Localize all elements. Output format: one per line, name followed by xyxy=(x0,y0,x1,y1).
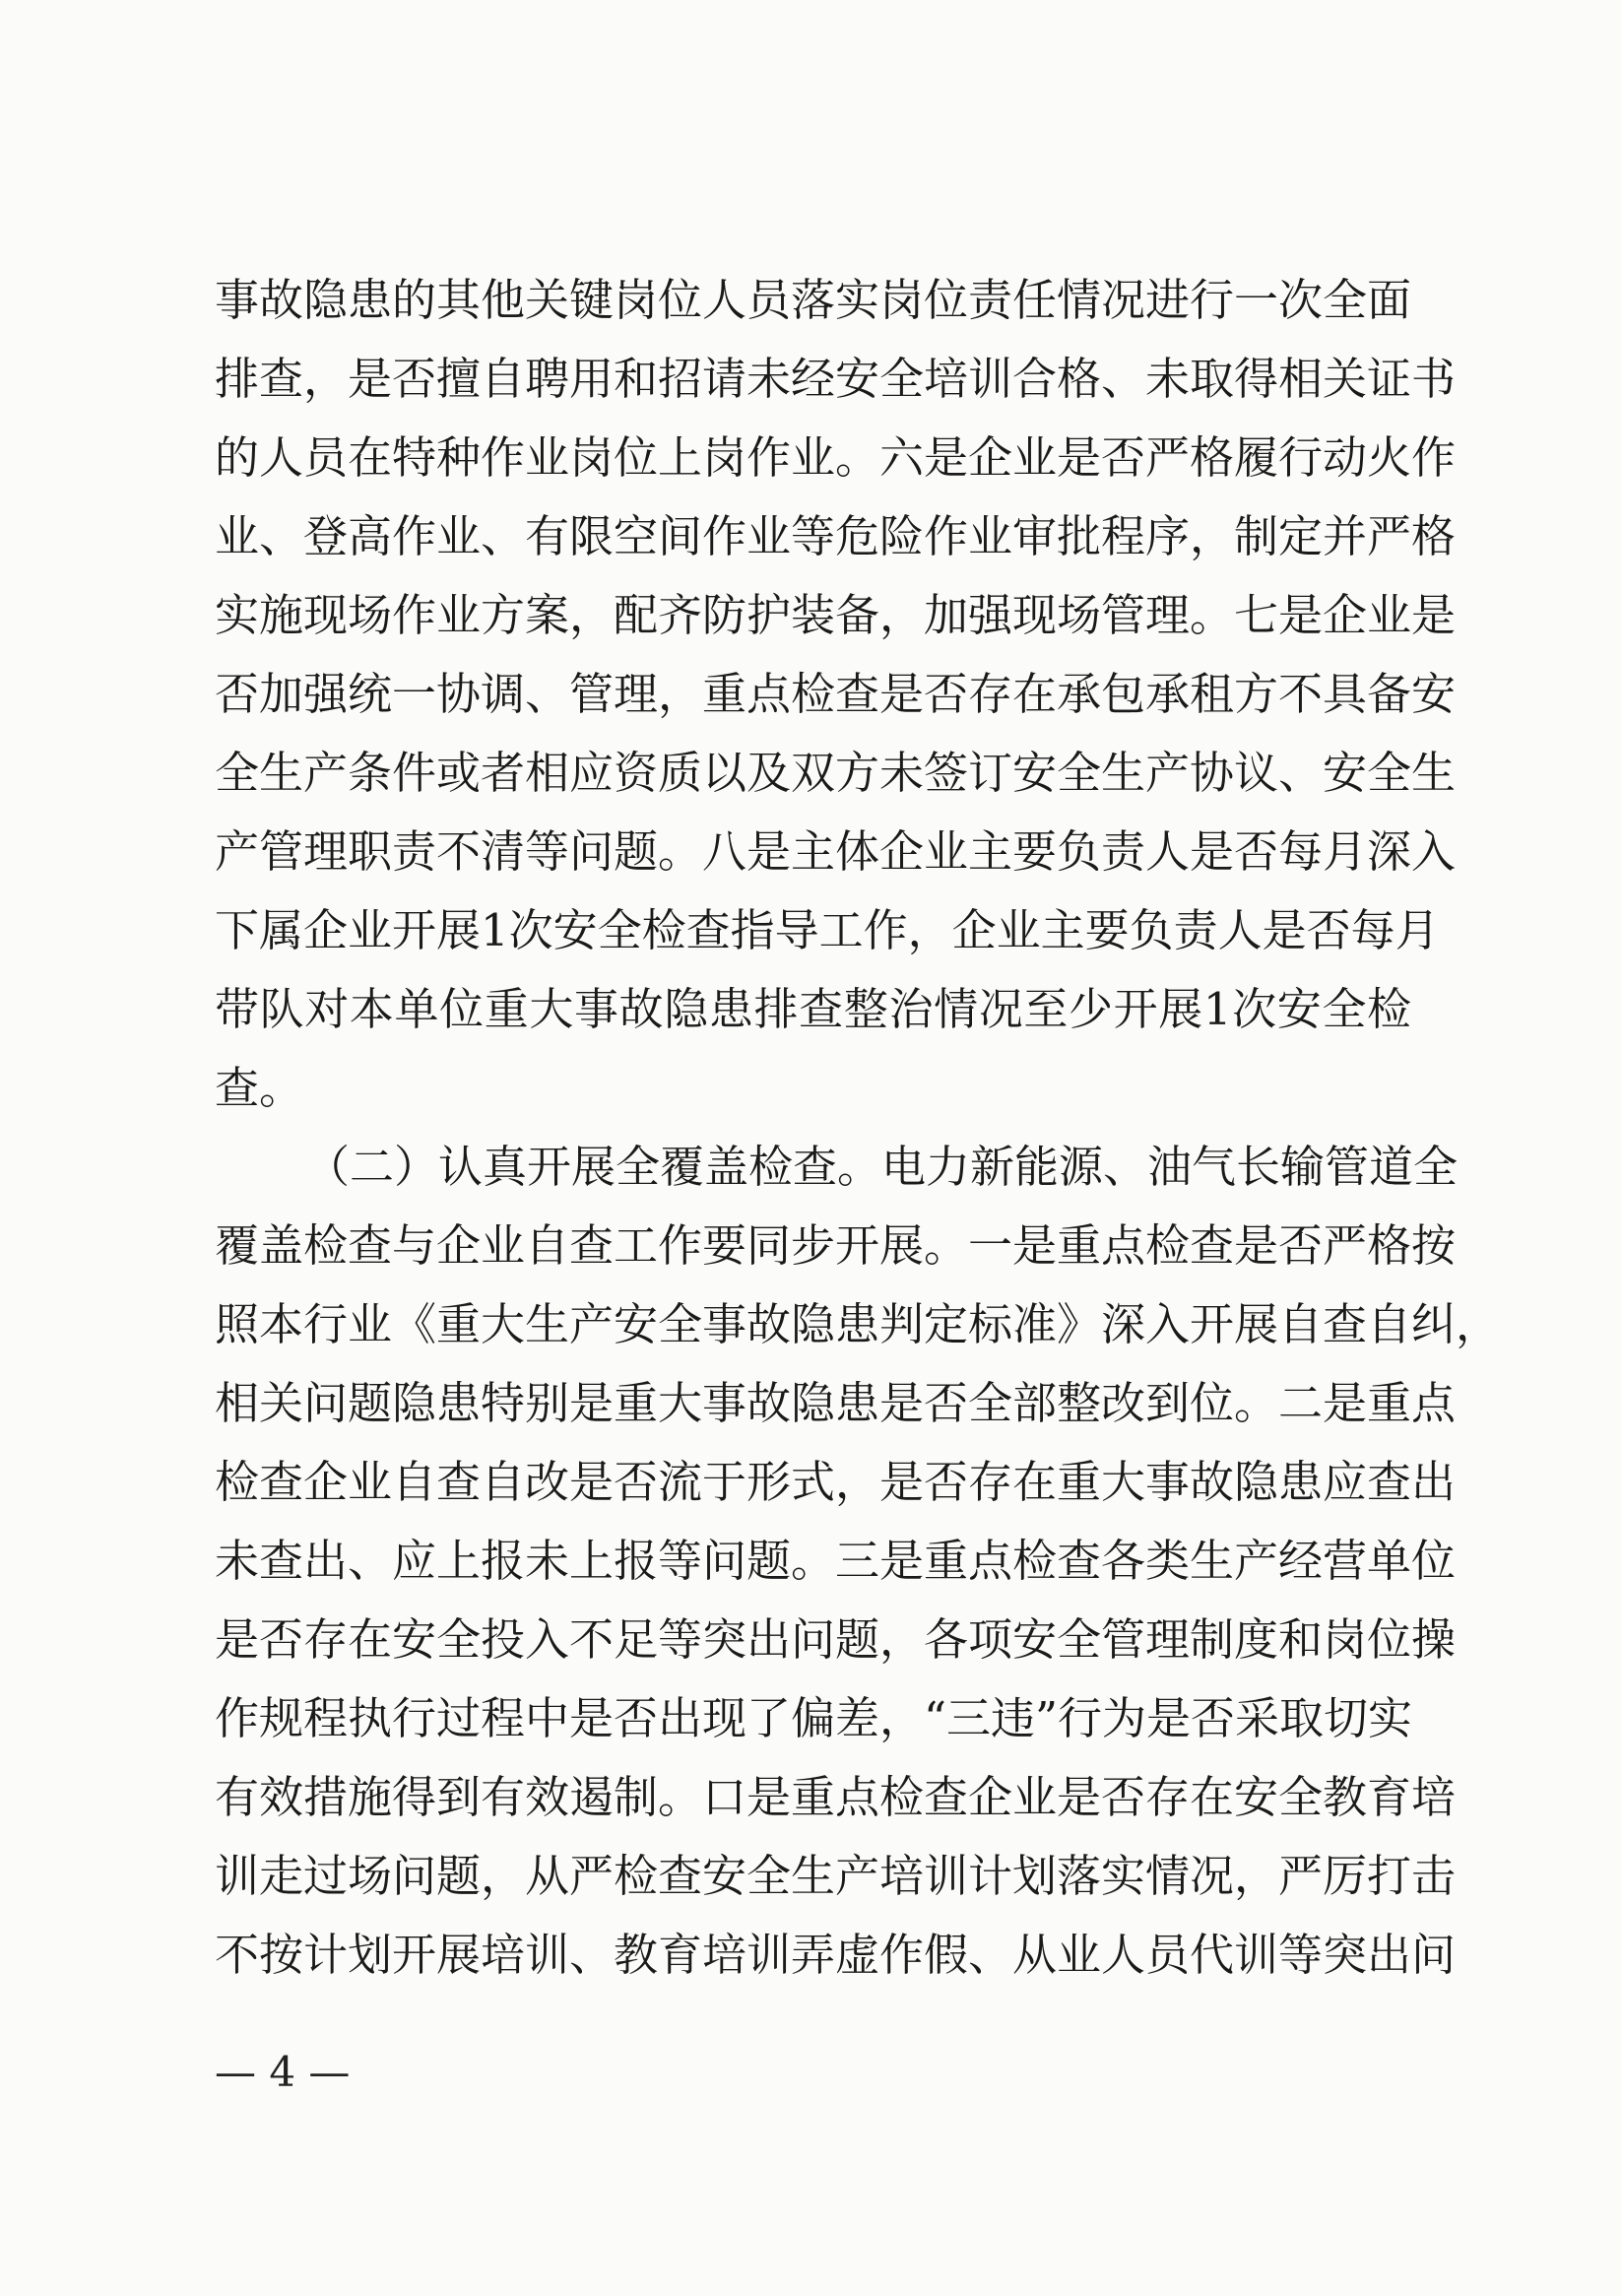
page-number: — 4 — xyxy=(215,2048,351,2096)
section-heading-line: （二）认真开展全覆盖检查。电力新能源、油气长输管道全 xyxy=(305,1141,1459,1193)
text-line: 检查企业自查自改是否流于形式，是否存在重大事故隐患应查出 xyxy=(215,1456,1457,1508)
text-line: 有效措施得到有效遏制。口是重点检查企业是否存在安全教育培 xyxy=(215,1771,1457,1823)
text-line: 产管理职责不清等问题。八是主体企业主要负责人是否每月深入 xyxy=(215,825,1457,878)
text-line: 训走过场问题，从严检查安全生产培训计划落实情况，严厉打击 xyxy=(215,1850,1457,1902)
text-line: 实施现场作业方案，配齐防护装备，加强现场管理。七是企业是 xyxy=(215,589,1457,641)
text-line: 相关问题隐患特别是重大事故隐患是否全部整改到位。二是重点 xyxy=(215,1377,1457,1429)
text-line: 业、登高作业、有限空间作业等危险作业审批程序，制定并严格 xyxy=(215,510,1457,562)
text-line: 不按计划开展培训、教育培训弄虚作假、从业人员代训等突出问 xyxy=(215,1929,1457,1981)
text-line: 带队对本单位重大事故隐患排查整治情况至少开展1次安全检 xyxy=(215,983,1411,1035)
text-line: 未查出、应上报未上报等问题。三是重点检查各类生产经营单位 xyxy=(215,1535,1457,1587)
paragraph-2 xyxy=(215,1128,1501,1995)
text-line: 查。 xyxy=(215,1062,304,1114)
text-line: 下属企业开展1次安全检查指导工作，企业主要负责人是否每月 xyxy=(215,904,1440,956)
text-line: 覆盖检查与企业自查工作要同步开展。一是重点检查是否严格按 xyxy=(215,1219,1457,1272)
text-line: 作规程执行过程中是否出现了偏差，“三违”行为是否采取切实 xyxy=(215,1692,1413,1744)
body-text xyxy=(215,261,1501,1995)
paragraph-1 xyxy=(215,261,1457,1128)
text-line: 事故隐患的其他关键岗位人员落实岗位责任情况进行一次全面 xyxy=(215,274,1412,326)
text-line: 排查，是否擅自聘用和招请未经安全培训合格、未取得相关证书 xyxy=(215,353,1457,405)
text-line: 照本行业《重大生产安全事故隐患判定标准》深入开展自查自纠， xyxy=(215,1298,1501,1350)
text-line: 全生产条件或者相应资质以及双方未签订安全生产协议、安全生 xyxy=(215,747,1457,799)
text-line: 否加强统一协调、管理，重点检查是否存在承包承租方不具备安 xyxy=(215,668,1457,720)
text-line: 是否存在安全投入不足等突出问题，各项安全管理制度和岗位操 xyxy=(215,1613,1457,1666)
text-line: 的人员在特种作业岗位上岗作业。六是企业是否严格履行动火作 xyxy=(215,431,1457,484)
